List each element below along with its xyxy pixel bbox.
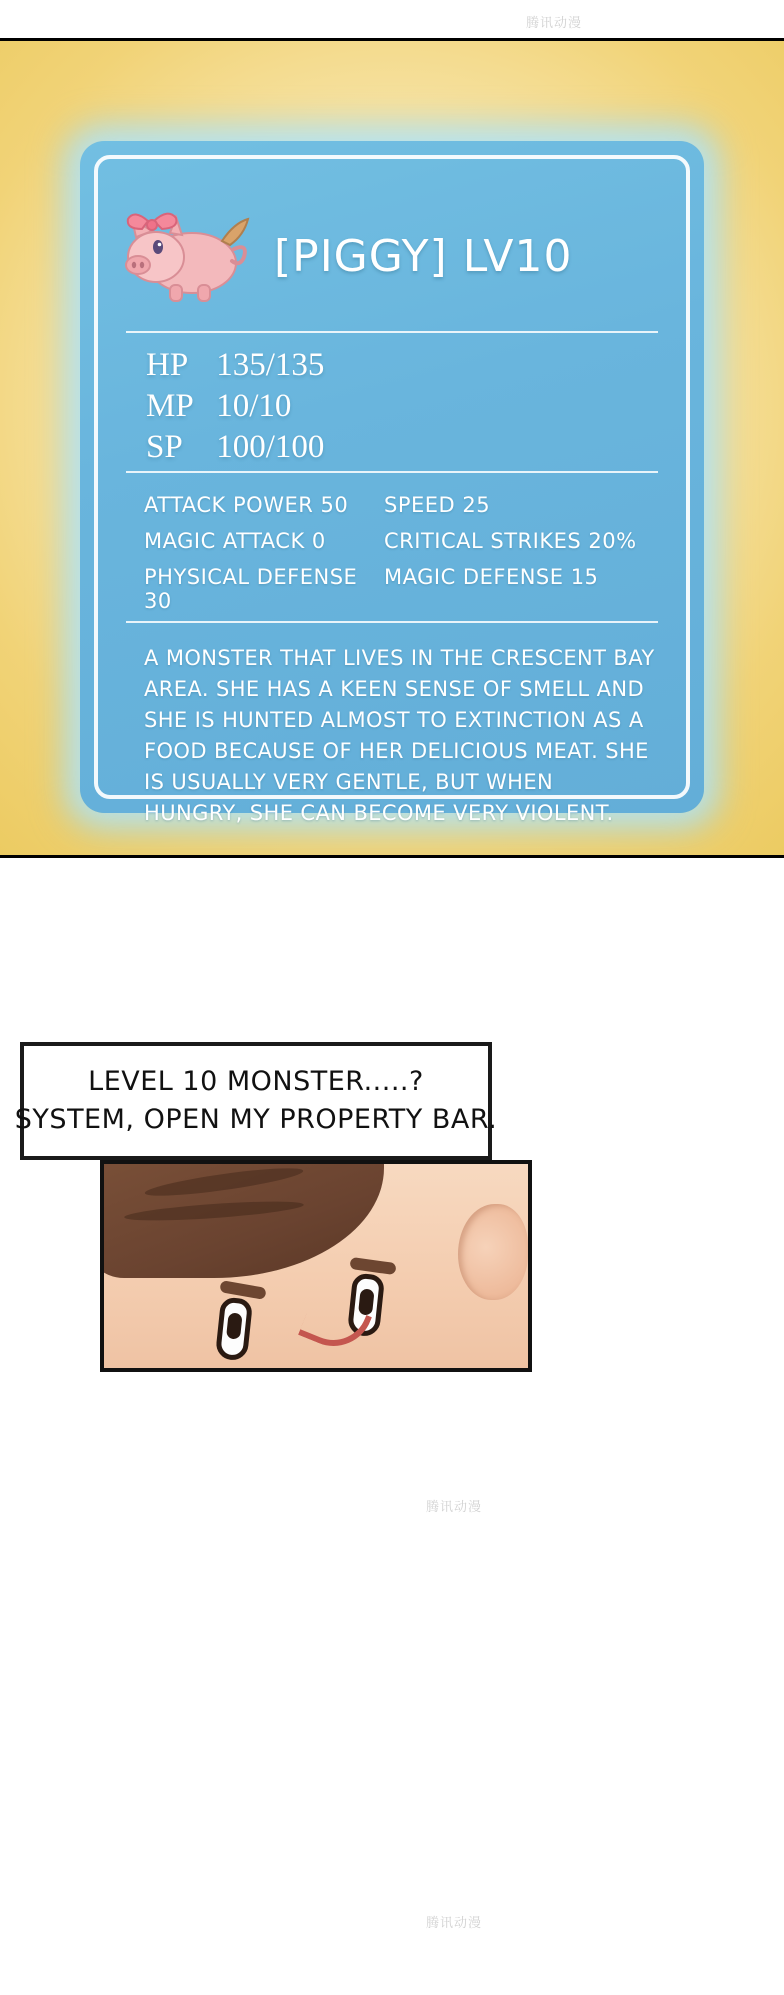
vital-row-sp: [146, 427, 324, 468]
vital-label-hp: HP: [146, 347, 189, 383]
stat-physical-defense: PHYSICAL DEFENSE 30: [144, 565, 358, 613]
stat-attack-power: ATTACK POWER 50: [144, 493, 349, 517]
vital-row-hp: [146, 345, 324, 386]
dialogue-line-2: SYSTEM, OPEN MY PROPERTY BAR.: [14, 1104, 498, 1135]
vital-label-mp: MP: [146, 388, 194, 424]
vital-value-sp: 100/100: [216, 429, 325, 465]
vital-row-mp: [146, 386, 324, 427]
top-margin: [0, 0, 784, 40]
pupil-left: [226, 1312, 243, 1339]
watermark-logo: 腾讯动漫: [426, 1916, 483, 1931]
dialogue-line-1: LEVEL 10 MONSTER.....?: [88, 1066, 424, 1097]
stat-speed: SPEED 25: [384, 493, 491, 517]
vital-value-mp: 10/10: [216, 388, 292, 424]
stats-grid: [144, 493, 658, 613]
divider-middle: [126, 471, 658, 473]
stat-magic-defense: MAGIC DEFENSE 15: [384, 565, 599, 589]
ear-shape: [458, 1204, 528, 1300]
eyebrow-right: [349, 1257, 396, 1275]
status-card-header: [114, 201, 670, 311]
dialogue-box: [14, 1042, 498, 1160]
bottom-margin: [0, 1372, 784, 1995]
divider-bottom: [126, 621, 658, 623]
watermark-logo: 腾讯动漫: [526, 16, 583, 31]
vital-value-hp: 135/135: [216, 347, 325, 383]
vitals-block: [146, 345, 324, 468]
eye-left: [215, 1296, 253, 1361]
stat-critical-strikes: CRITICAL STRIKES 20%: [384, 529, 637, 553]
divider-top: [126, 331, 658, 333]
stat-magic-attack: MAGIC ATTACK 0: [144, 529, 326, 553]
pig-monster-icon: [114, 201, 264, 311]
monster-status-card: [80, 141, 704, 825]
watermark-logo: 腾讯动漫: [426, 1500, 483, 1515]
panel-gap: [0, 858, 784, 1030]
status-window-scene: [0, 38, 784, 858]
monster-title: [PIGGY] LV10: [274, 230, 573, 282]
vital-label-sp: SP: [146, 429, 183, 465]
character-face-panel: [100, 1160, 532, 1372]
eyebrow-left: [219, 1280, 266, 1300]
monster-description: A MONSTER THAT LIVES IN THE CRESCENT BAY AREA. SHE HAS A KEEN SENSE OF SMELL AND SHE IS HUNTED ALMOST TO EXTINCTION AS A FOOD BECAUSE OF HER DELICIOUS MEAT. SHE IS USUALLY VERY GENTLE, BUT WHEN HUNGRY, SHE CAN BECOME VERY VIOLENT.: [144, 646, 655, 825]
